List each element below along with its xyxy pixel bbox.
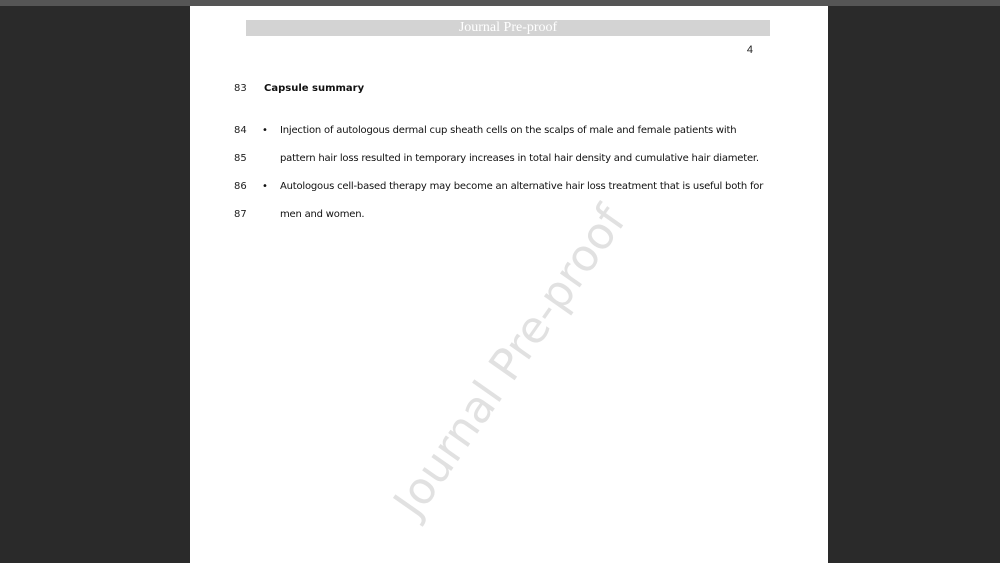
page-number: 4 — [746, 44, 753, 56]
line-number: 87 — [234, 209, 247, 220]
bullet-icon: • — [262, 125, 268, 136]
line-number: 85 — [234, 153, 247, 164]
bullet-icon: • — [262, 181, 268, 192]
watermark: Journal Pre-proof — [384, 196, 636, 527]
line-number: 86 — [234, 181, 247, 192]
text-line — [190, 207, 828, 223]
line-text: pattern hair loss resulted in temporary increases in total hair density and cumulative hair diameter. — [280, 153, 759, 164]
text-line — [190, 123, 828, 139]
line-text: Autologous cell-based therapy may become an alternative hair loss treatment that is useful both for — [280, 181, 764, 192]
section-heading-line — [190, 81, 828, 97]
document-page — [190, 6, 828, 563]
journal-preproof-banner: Journal Pre-proof — [246, 20, 770, 36]
text-line — [190, 179, 828, 195]
text-line — [190, 151, 828, 167]
line-number: 83 — [234, 83, 247, 94]
section-title: Capsule summary — [264, 83, 365, 94]
line-text: men and women. — [280, 209, 365, 220]
line-number: 84 — [234, 125, 247, 136]
line-text: Injection of autologous dermal cup sheath cells on the scalps of male and female patients with — [280, 125, 737, 136]
